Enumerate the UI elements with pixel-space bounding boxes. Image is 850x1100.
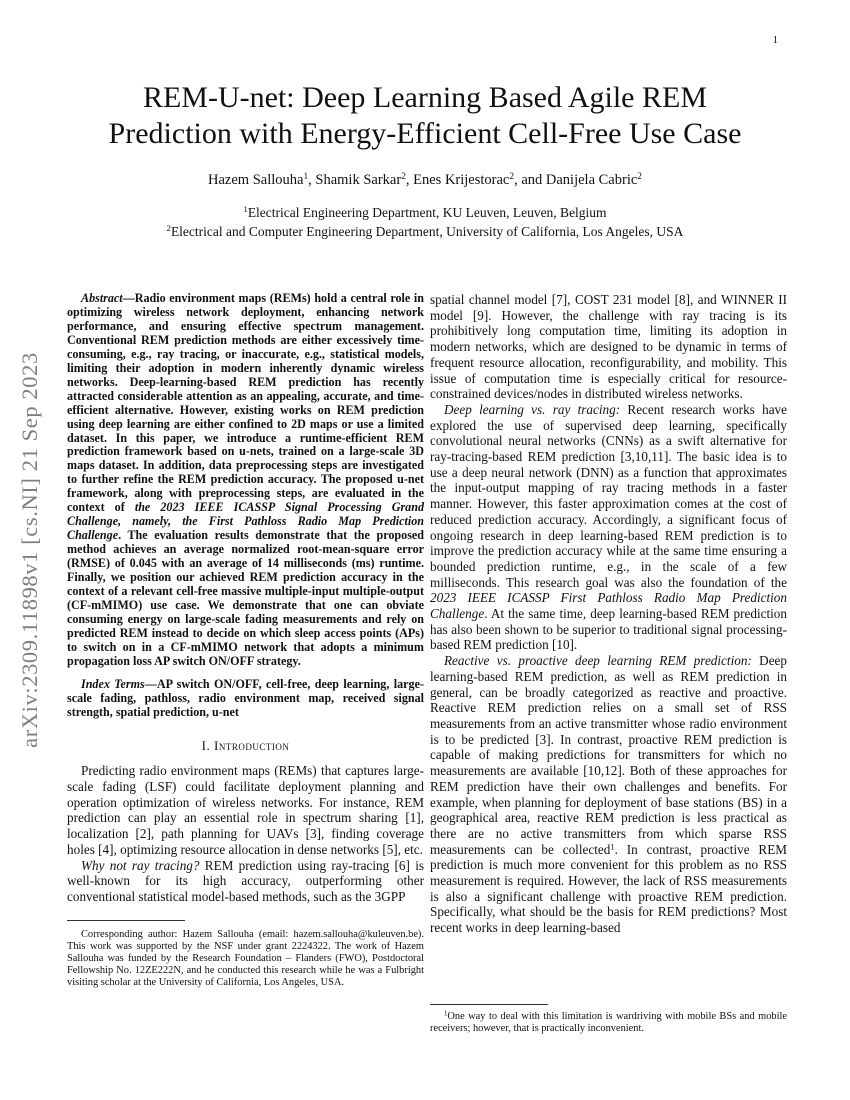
- paragraph-text: Recent research works have explored the use of supervised deep learning, specifically convolutional neural networks (CNNs) as a swift alternative for ray-tracing-based REM prediction [3,10,11]. The basic idea is to use a deep neural network (DNN) as a function that approximates the input-output mapping of ray tracing methods in a faster manner. However, this faster approximation comes at the cost of reduced prediction accuracy. Accordingly, a significant focus of ongoing research in deep learning-based REM prediction is to improve the prediction accuracy while at the same time ensuring a bounded prediction runtime, e.g., in the scale of a few milliseconds. This research goal was also the foundation of the: [430, 401, 787, 590]
- paragraph-italic: 2023 IEEE ICASSP First Pathloss Radio Map Prediction Challenge: [430, 590, 787, 622]
- paragraph-lead: Reactive vs. proactive deep learning REM prediction:: [444, 653, 752, 669]
- right-paragraph-1: spatial channel model [7], COST 231 model [8], and WINNER II model [9]. However, the challenge with ray tracing is its prohibitively long computation time, limiting its adoption in modern networks, which are designed to be dynamic in terms of frequent resource allocation, reconfigurability, and mobility. This issue of computation time is especially critical for resource-constrained devices/nodes in distributed wireless networks.: [430, 292, 787, 402]
- abstract-italic: the 2023 IEEE ICASSP Signal Processing Grand Challenge, namely, the First Pathloss Radio Map Prediction Challenge: [67, 500, 425, 543]
- affiliation-2: [40, 223, 810, 242]
- arxiv-identifier: arXiv:2309.11898v1 [cs.NI] 21 Sep 2023: [17, 352, 42, 748]
- footnote-text: One way to deal with this limitation is wardriving with mobile BSs and mobile receivers; however, that is practically inconvenient.: [430, 1011, 787, 1035]
- paragraph-text: Deep learning-based REM prediction, as well as REM prediction in general, can be broadly categorized as reactive and proactive. Reactive REM prediction relies on a small set of RSS measurements from an active transmitter whose radio environment is to be predicted [3]. In contrast, proactive REM prediction is capable of making predictions for transmitters for which no measurements are available [10,12]. Both of these approaches for REM prediction have their own challenges and benefits. For example, when planning for deployment of base stations (BS) in a geographical area, reactive REM prediction is less practical as there are no active transmitters from which sparse RSS measurements can be collected: [430, 653, 787, 857]
- affiliation-mark: 1: [243, 204, 248, 215]
- footnote-1: [430, 1011, 787, 1035]
- title-line-2: Prediction with Energy-Efficient Cell-Free Use Case: [108, 117, 742, 150]
- section-heading-introduction: [67, 738, 424, 754]
- footnote-rule: [67, 920, 185, 921]
- title-line-1: REM-U-net: Deep Learning Based Agile REM: [142, 81, 708, 114]
- paragraph-lead: Deep learning vs. ray tracing:: [444, 401, 621, 417]
- affiliation-mark: 1: [303, 171, 309, 182]
- section-title-rest: ntroduction: [218, 737, 290, 753]
- footnote-rule: [430, 1004, 548, 1005]
- footnote-corresponding-author: Corresponding author: Hazem Sallouha (email: hazem.sallouha@kuleuven.be). This work was supported by the NSF under grant 2224322. The work of Hazem Sallouha was funded by the Research Foundation – Flanders (FWO), Postdoctoral Fellowship No. 12ZE222N, and he conducted this research while he was a Fulbright visiting scholar at the University of California, Los Angeles, USA.: [67, 928, 424, 989]
- paragraph-text: . In contrast, proactive REM prediction is much more convenient for this problem as no RSS measurement is required. However, the lack of RSS measurements is also a significant challenge with proactive REM prediction. Specifically, what should be the basis for REM predictions? Most recent works in deep learning-based: [430, 841, 787, 936]
- author-name: Hazem Sallouha: [208, 172, 304, 188]
- paragraph-text: . At the same time, deep learning-based REM prediction has also been shown to be superior to traditional signal processing-based REM prediction [10].: [430, 606, 787, 653]
- index-terms-label: Index Terms: [81, 676, 145, 691]
- abstract: [67, 292, 424, 669]
- abstract-label: Abstract: [81, 291, 123, 305]
- affiliations: [40, 204, 810, 241]
- author-name: , Enes Krijestorac: [405, 172, 510, 188]
- affiliation-mark: 2: [637, 171, 642, 182]
- footnote-mark: 1: [444, 1010, 448, 1018]
- right-paragraph-2: [430, 402, 787, 653]
- intro-paragraph-1: Predicting radio environment maps (REMs) that captures large-scale fading (LSF) could facilitate deployment planning and operation optimization of wireless networks. For instance, REM prediction can play an essential role in spectrum sharing [1], localization [2], path planning for UAVs [3], finding coverage holes [4], optimizing resource allocation in dense networks [5], etc.: [67, 763, 424, 857]
- paragraph-text: REM prediction using ray-tracing [6] is well-known for its high accuracy, outperforming other conventional statistical model-based methods, such as the 3GPP: [67, 857, 424, 904]
- affiliation-mark: 2: [509, 171, 515, 182]
- index-terms-text: —AP switch ON/OFF, cell-free, deep learning, large-scale fading, pathloss, radio environment map, received signal strength, spatial prediction, u-net: [67, 676, 424, 719]
- page-number: 1: [772, 34, 778, 46]
- author-name: , Shamik Sarkar: [308, 172, 402, 188]
- paragraph-lead: Why not ray tracing?: [81, 857, 200, 873]
- affiliation-text: Electrical and Computer Engineering Department, University of California, Los Angeles, USA: [170, 223, 684, 239]
- affiliation-mark: 2: [166, 222, 171, 233]
- affiliation-mark: 2: [401, 171, 406, 182]
- left-column: [67, 292, 424, 990]
- intro-paragraph-2: [67, 858, 424, 905]
- abstract-text: . The evaluation results demonstrate that the proposed method achieves an average normalized root-mean-square error (RMSE) of 0.045 with an average of 14 milliseconds (ms) runtime. Finally, we position our achieved REM prediction accuracy in the context of a relevant cell-free massive multiple-input multiple-output (CF-mMIMO) use case. We demonstrate that one can obviate consuming energy on large-scale fading measurements and rely on predicted REM instead to decide on which sleep access points (APs) to switch on in a CF-mMIMO network that adopts a minimum propagation loss AP switch ON/OFF strategy.: [67, 528, 424, 668]
- affiliation-text: Electrical Engineering Department, KU Leuven, Leuven, Belgium: [247, 205, 607, 220]
- index-terms: [67, 678, 424, 720]
- abstract-text: —Radio environment maps (REMs) hold a central role in optimizing wireless network deployment, enhancing network performance, and ensuring effective spectrum management. Conventional REM prediction methods are either excessively time-consuming, e.g., ray tracing, or inaccurate, e.g., statistical models, limiting their adoption in modern inherently dynamic wireless networks. Deep-learning-based REM prediction has recently attracted considerable attention as an appealing, accurate, and time-efficient alternative. However, existing works on REM prediction using deep learning are either confined to 2D maps or use a limited dataset. In this paper, we introduce a runtime-efficient REM prediction framework based on u-nets, trained on a large-scale 3D maps dataset. In addition, data preprocessing steps are investigated to further refine the REM prediction accuracy. The proposed u-net framework, along with preprocessing steps, are evaluated in the context of: [67, 291, 424, 515]
- section-number: I.: [201, 737, 211, 753]
- affiliation-1: [40, 204, 810, 223]
- footnote-mark: 1: [610, 840, 615, 851]
- author-name: , and Danijela Cabric: [514, 172, 638, 188]
- paper-title: [40, 80, 810, 152]
- right-footnote-block: [430, 1004, 787, 1035]
- right-column: [430, 292, 787, 936]
- section-title-initial: I: [214, 737, 219, 753]
- right-paragraph-3: [430, 653, 787, 936]
- author-list: [40, 172, 810, 189]
